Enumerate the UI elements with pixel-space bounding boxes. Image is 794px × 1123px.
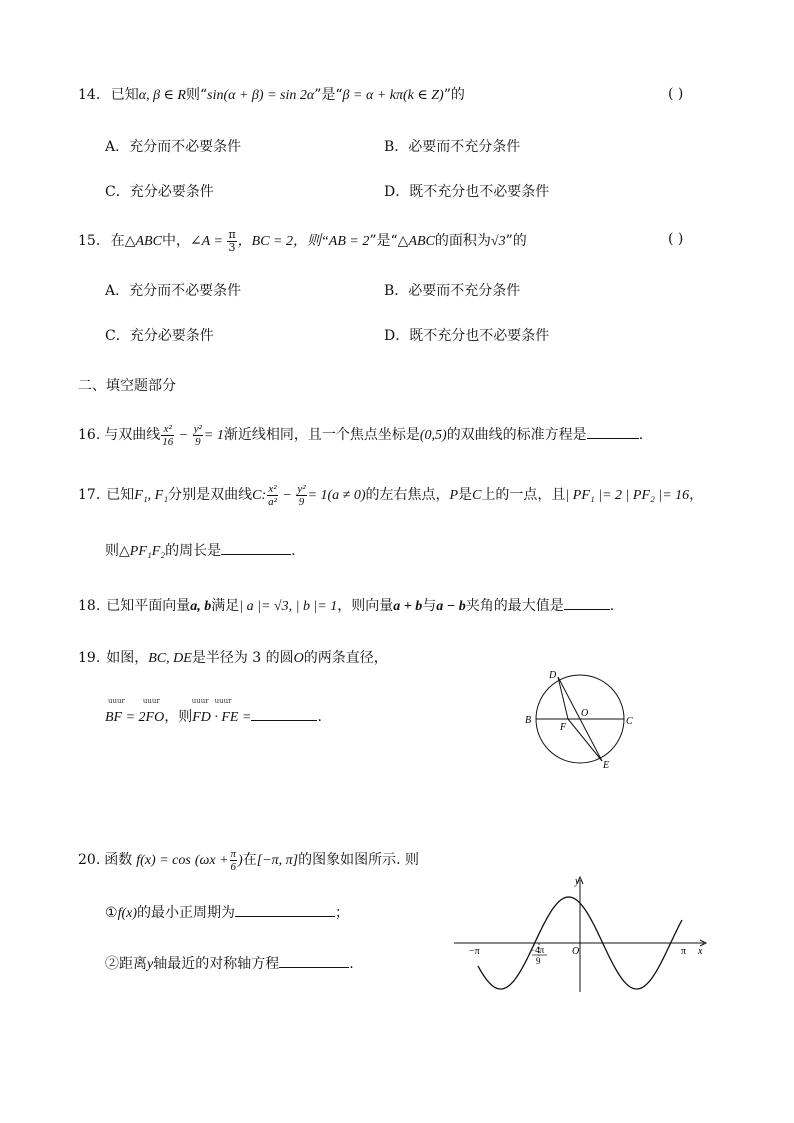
q20-frac-num: π — [230, 847, 237, 860]
q19-vec-mark-1: uuur — [108, 697, 125, 705]
q18-answer-blank[interactable] — [564, 595, 610, 610]
q19-line2 — [105, 706, 322, 728]
q14-option-c[interactable]: C．充分必要条件 — [105, 184, 214, 200]
q18-text-c: ，则向量 — [337, 598, 394, 614]
q20-text-a: 函数 — [104, 852, 133, 868]
q16-stem: 16. 与双曲线 $\frac{\text{x²}}{16}$ − $\frac{\text{y²}}{9}$ = 1渐近线相同，且一个焦点坐标是(0,5)的双曲线的标准方程是 . — [78, 422, 644, 448]
q20-sub1-marker: ① — [105, 905, 118, 921]
q17-c: C: — [252, 488, 267, 503]
q20-number: 20. — [78, 852, 101, 868]
q16-text-c: 的双曲线的标准方程是 — [446, 427, 587, 443]
q17-text-d: 是 — [458, 487, 473, 503]
q19-answer-blank[interactable] — [251, 706, 317, 721]
q20-sub1-end: ； — [335, 905, 349, 921]
graph-label-x: x — [698, 946, 703, 957]
q20-sub2 — [105, 953, 354, 975]
q17-text-b: 分别是双曲线 — [168, 487, 253, 503]
q15-frac-num: π — [228, 227, 236, 241]
q19-line2-text: ，则 — [164, 709, 193, 725]
q17-p: P — [449, 488, 459, 503]
q20-arg-a: (ωx + — [194, 853, 229, 868]
q20-sub1-text: 的最小正周期为 — [137, 905, 235, 921]
q15-sqrt3: √3 — [490, 234, 506, 249]
q17-end: . — [291, 543, 296, 559]
q15-pi-over-3 — [227, 229, 236, 254]
q19-stem — [78, 648, 388, 669]
q16-end: . — [638, 427, 644, 443]
q19-end: . — [317, 709, 322, 725]
q17-frac-x-den: a² — [268, 495, 277, 508]
q20-sub2-y: y — [147, 957, 154, 972]
q17-frac-y — [296, 483, 306, 508]
q20-cos-graph — [452, 872, 712, 996]
q16-frac-x-num: x² — [161, 423, 174, 436]
q19-vec-mark-3: uuur — [191, 697, 209, 705]
q17-text-c: 的左右焦点， — [365, 487, 450, 503]
q18-diff: a − b — [436, 599, 466, 614]
q17-frac-x — [267, 483, 278, 508]
q15-text-d: ”是“△ — [369, 233, 409, 249]
q15-stem — [78, 228, 527, 255]
q20-pi-over-6 — [230, 848, 238, 873]
q18-end: . — [609, 598, 615, 614]
q16-text-b: 渐近线相同，且一个焦点坐标是 — [223, 427, 420, 443]
q18-condition: | a |= √3, | b |= 1 — [239, 599, 338, 614]
q15-number: 15. — [78, 233, 101, 249]
q17-text-e: 上的一点，且 — [481, 487, 566, 503]
segment-df — [558, 677, 568, 719]
q18-text-e: 夹角的最大值是 — [465, 598, 564, 614]
graph-mark-num: −4π — [530, 945, 545, 955]
q15-abc-2: ABC — [408, 234, 435, 249]
q20-sub2-answer-blank[interactable] — [279, 953, 349, 968]
q19-vec-mark-2: uuur — [142, 697, 160, 705]
q20-text-b: 在 — [242, 852, 257, 868]
q20-text-c: 的图象如图所示. 则 — [298, 852, 419, 868]
q18-sum: a + b — [393, 599, 423, 614]
q18-vectors: a, b — [190, 599, 212, 614]
graph-label-neg-pi: −π — [469, 946, 480, 957]
q20-sub2-text-a: ②距离 — [105, 956, 147, 972]
q17-line2-text-b: 的周长是 — [165, 543, 222, 559]
q15-angle: ∠A = — [189, 234, 227, 249]
q16-frac-y-den: 9 — [195, 435, 201, 448]
q17-line2 — [105, 540, 296, 562]
q14-vars: α, β ∈ R — [138, 88, 186, 103]
section-title: 二、填空题部分 — [78, 378, 176, 394]
q19-text-c: 的两条直径， — [303, 650, 388, 666]
q14-text-d: ”的 — [443, 87, 465, 103]
graph-label-pi: π — [681, 946, 687, 957]
q19-diameters: BC, DE — [148, 651, 192, 666]
q18-text-b: 满足 — [211, 598, 240, 614]
q16-frac-y — [193, 423, 203, 448]
q20-interval: [−π, π] — [256, 853, 299, 868]
q14-option-b[interactable]: B．必要而不充分条件 — [384, 139, 521, 155]
q17-c2: C — [472, 488, 482, 503]
q19-text-b: 是半径为 3 的圆 — [191, 650, 294, 666]
q18-text-a: 已知平面向量 — [106, 598, 191, 614]
q15-text-c: ，BC = 2，则“ — [237, 234, 329, 249]
q20-sub1-answer-blank[interactable] — [235, 902, 335, 917]
q15-text-e: 的面积为 — [434, 233, 491, 249]
q16-number: 16. — [78, 427, 101, 443]
label-d: D — [549, 670, 557, 681]
q14-stem — [78, 85, 465, 106]
q17-frac-x-num: x² — [268, 482, 277, 495]
q20-sub1-fx: f(x) — [117, 906, 137, 921]
q19-dot-product: FD · FE = — [192, 710, 252, 725]
q14-option-d[interactable]: D．既不充分也不必要条件 — [384, 184, 550, 200]
q14-condition-2: β = α + kπ(k ∈ Z) — [342, 88, 444, 103]
q18-text-d: 与 — [422, 598, 437, 614]
q19-number: 19. — [78, 650, 101, 666]
q15-option-d[interactable]: D．既不充分也不必要条件 — [384, 328, 550, 344]
q15-answer-paren[interactable]: ( ) — [668, 231, 684, 247]
label-o: O — [581, 708, 589, 719]
q18-number: 18. — [78, 598, 101, 614]
q15-abc: ABC — [135, 234, 162, 249]
graph-label-origin: O — [572, 946, 580, 957]
q19-text-a: 如图， — [106, 650, 149, 666]
q19-vec-marks — [108, 697, 232, 705]
q14-condition-1: sin(α + β) = sin 2α — [207, 88, 315, 103]
q15-option-b[interactable]: B．必要而不充分条件 — [384, 283, 521, 299]
q17-frac-y-den: 9 — [298, 495, 305, 508]
q17-number: 17. — [78, 487, 101, 503]
q19-vec-mark-4: uuur — [214, 697, 232, 705]
q18-stem — [78, 595, 614, 617]
q14-text-a: 已知 — [110, 87, 139, 103]
label-b: B — [525, 715, 532, 726]
q19-circle-figure — [520, 664, 640, 774]
segment-fe — [568, 719, 602, 761]
q16-frac-x-den: 16 — [162, 435, 174, 448]
q20-stem — [78, 844, 419, 877]
q19-vector-eq: BF = 2FO — [105, 710, 165, 725]
q15-frac-den: 3 — [228, 240, 236, 254]
q14-answer-paren[interactable]: ( ) — [668, 86, 684, 102]
q17-stem: 17. 已知F₁, F₁分别是双曲线C: $\frac{\text{x²}}{\text{a²}}$ − $\frac{\text{y²}}{9}$ = 1(a ≠ 0)的左右焦点，P是C上的一点，且| PF₁ |= 2 | PF₂ |= 16， — [78, 482, 704, 508]
q19-o: O — [293, 651, 304, 666]
q20-function: f(x) = cos — [136, 853, 191, 868]
q17-frac-y-num: y² — [297, 482, 306, 495]
q15-ab: AB = 2 — [328, 234, 370, 249]
q17-foci: F₁, F₁ — [134, 488, 169, 503]
q16-text-a: 与双曲线 — [104, 427, 161, 443]
q17-line2-text-a: 则△ — [105, 543, 130, 559]
q15-text-b: 中， — [161, 233, 190, 249]
q16-frac-y-num: y² — [193, 422, 202, 435]
q20-arg-b: ) — [238, 853, 243, 868]
label-c: C — [626, 716, 633, 727]
q16-answer-blank[interactable] — [587, 424, 639, 439]
q20-frac-den: 6 — [230, 860, 237, 873]
q17-triangle: PF₁F₂ — [129, 544, 166, 559]
q14-number: 14. — [78, 87, 101, 103]
label-f: F — [560, 722, 567, 733]
q17-comma: ， — [689, 487, 704, 503]
q14-option-a[interactable]: A．充分而不必要条件 — [105, 139, 242, 155]
q16-point: (0,5) — [419, 428, 447, 443]
q15-option-c[interactable]: C．充分必要条件 — [105, 328, 214, 344]
q20-sub1 — [105, 902, 349, 924]
q17-text-a: 已知 — [106, 487, 135, 503]
q17-answer-blank[interactable] — [221, 540, 291, 555]
q16-eq: = 1 — [203, 428, 224, 443]
q17-eq: = 1(a ≠ 0) — [307, 488, 366, 503]
q16-frac-x — [161, 423, 174, 448]
q17-condition: | PF₁ |= 2 | PF₂ |= 16 — [565, 488, 690, 503]
q14-text-c: ”是“ — [314, 87, 343, 103]
q15-option-a[interactable]: A．充分而不必要条件 — [105, 283, 242, 299]
q15-text-f: ”的 — [505, 233, 527, 249]
graph-mark-den: 9 — [536, 956, 541, 966]
q20-sub2-end: . — [349, 956, 354, 972]
q14-text-b: 则“ — [185, 87, 208, 103]
q20-sub2-text-b: 轴最近的对称轴方程 — [153, 956, 280, 972]
label-e: E — [603, 760, 610, 771]
graph-label-y: y — [575, 876, 580, 887]
q15-text-a: 在△ — [110, 233, 136, 249]
